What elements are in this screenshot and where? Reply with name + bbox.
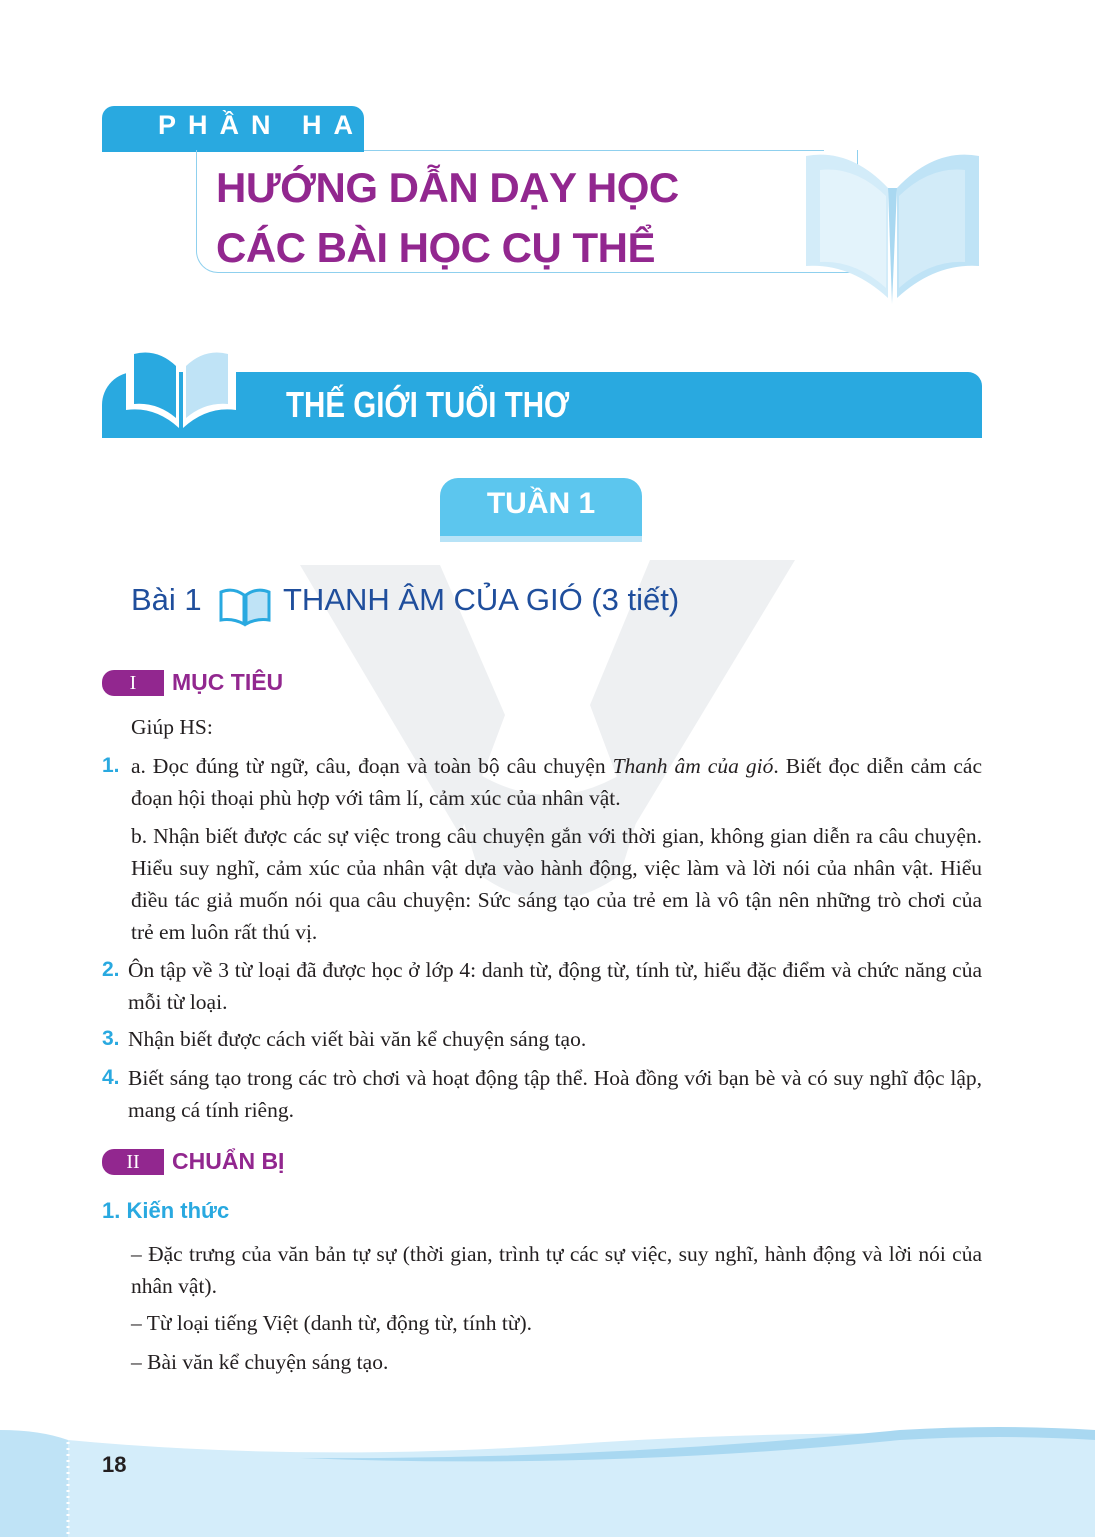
item-number-1: 1.	[102, 754, 120, 777]
item-2: Ôn tập về 3 từ loại đã được học ở lớp 4: danh từ, động từ, tính từ, hiểu đặc điểm và chức năng của mỗi từ loại.	[128, 958, 982, 1014]
lesson-book-icon	[218, 586, 272, 628]
part-label: PHẦN HAI	[158, 110, 385, 140]
item-1a-suffix: . Biết đọc diễn cảm các đoạn hội thoại phù hợp với tâm lí, cảm xúc của nhân vật.	[131, 754, 983, 810]
lesson-title: THANH ÂM CỦA GIÓ (3 tiết)	[283, 582, 680, 617]
item-number-3: 3.	[102, 1027, 120, 1050]
item-number-4: 4.	[102, 1066, 120, 1089]
item-number-2: 2.	[102, 958, 120, 981]
page-number: 18	[102, 1452, 127, 1477]
intro-text: Giúp HS:	[131, 715, 213, 739]
topic-book-icon	[120, 336, 242, 432]
part-title-frame-top	[364, 150, 824, 151]
part-title-line1: HƯỚNG DẪN DẠY HỌC	[216, 164, 679, 211]
topic-title: THẾ GIỚI TUỔI THƠ	[286, 384, 570, 425]
item-1a	[131, 750, 982, 814]
section-badge-2: II	[102, 1149, 164, 1175]
prep-item-1: – Đặc trưng của văn bản tự sự (thời gian, trình tự các sự việc, suy nghĩ, hành động và lời nói của nhân vật).	[131, 1242, 982, 1298]
prep-item-3: – Bài văn kể chuyện sáng tạo.	[131, 1350, 389, 1374]
footer-wave	[0, 1400, 1095, 1537]
item-4: Biết sáng tạo trong các trò chơi và hoạt động tập thể. Hoà đồng với bạn bè và có suy nghĩ độc lập, mang cá tính riêng.	[128, 1066, 982, 1122]
part-title	[216, 158, 679, 278]
prep-item-2: – Từ loại tiếng Việt (danh từ, động từ, tính từ).	[131, 1311, 533, 1335]
part-title-line2: CÁC BÀI HỌC CỤ THỂ	[216, 224, 655, 271]
week-label: TUẦN 1	[486, 487, 596, 520]
sub-heading-knowledge: 1. Kiến thức	[102, 1198, 230, 1223]
open-book-icon	[800, 148, 985, 304]
section-badge-1: I	[102, 670, 164, 696]
item-1b: b. Nhận biết được các sự việc trong câu chuyện gắn với thời gian, không gian diễn ra câu chuyện. Hiểu suy nghĩ, cảm xúc của nhân vật dựa vào hành động, việc làm và lời nói của nhân vật. Hiểu điều tác giả muốn nói qua câu chuyện: Sức sáng tạo của trẻ em là vô tận nên những trò chơi của trẻ em luôn rất thú vị.	[131, 824, 982, 944]
lesson-number: Bài 1	[131, 582, 202, 617]
item-1a-prefix: a. Đọc đúng từ ngữ, câu, đoạn và toàn bộ câu chuyện	[131, 754, 613, 778]
item-3: Nhận biết được cách viết bài văn kể chuyện sáng tạo.	[128, 1027, 587, 1051]
story-title: Thanh âm của gió	[612, 754, 774, 778]
section-title-objectives: MỤC TIÊU	[172, 669, 284, 695]
section-title-preparation: CHUẨN BỊ	[172, 1148, 285, 1174]
